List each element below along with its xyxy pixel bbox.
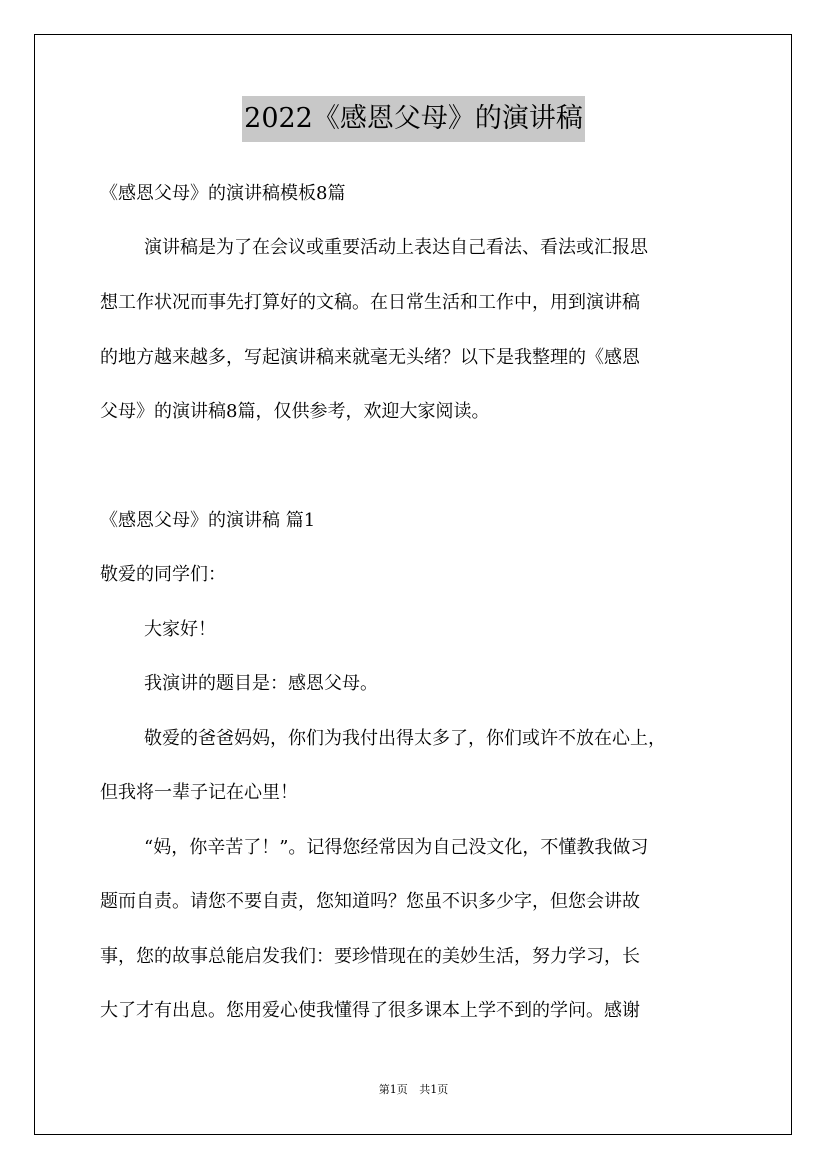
section-heading: 《感恩父母》的演讲稿 篇1 (100, 510, 316, 531)
paragraph-line: 敬爱的爸爸妈妈，你们为我付出得太多了，你们或许不放在心上， (144, 728, 666, 749)
paragraph-line: “妈，你辛苦了！”。记得您经常因为自己没文化，不懂教我做习 (144, 837, 649, 858)
paragraph-line: 父母》的演讲稿8篇，仅供参考，欢迎大家阅读。 (100, 401, 490, 422)
paragraph-line: 题而自责。请您不要自责，您知道吗？您虽不识多少字，但您会讲故 (100, 891, 640, 912)
page-total-label: 共1页 (419, 1083, 449, 1096)
title-container (0, 96, 827, 142)
paragraph-line: 演讲稿是为了在会议或重要活动上表达自己看法、看法或汇报思 (144, 237, 648, 258)
subtitle-line: 《感恩父母》的演讲稿模板8篇 (100, 183, 346, 204)
page-current-label: 第1页 (378, 1083, 408, 1096)
paragraph-line: 我演讲的题目是：感恩父母。 (144, 673, 378, 694)
paragraph-line: 事，您的故事总能启发我们：要珍惜现在的美妙生活，努力学习，长 (100, 946, 640, 967)
salutation-line: 敬爱的同学们： (100, 564, 226, 585)
document-title: 2022《感恩父母》的演讲稿 (242, 96, 585, 142)
page-footer (0, 1082, 827, 1098)
paragraph-line: 但我将一辈子记在心里！ (100, 782, 298, 803)
greeting-line: 大家好！ (144, 619, 216, 640)
paragraph-line: 的地方越来越多，写起演讲稿来就毫无头绪？以下是我整理的《感恩 (100, 347, 640, 368)
paragraph-line: 大了才有出息。您用爱心使我懂得了很多课本上学不到的学问。感谢 (100, 1000, 640, 1021)
paragraph-line: 想工作状况而事先打算好的文稿。在日常生活和工作中，用到演讲稿 (100, 292, 640, 313)
